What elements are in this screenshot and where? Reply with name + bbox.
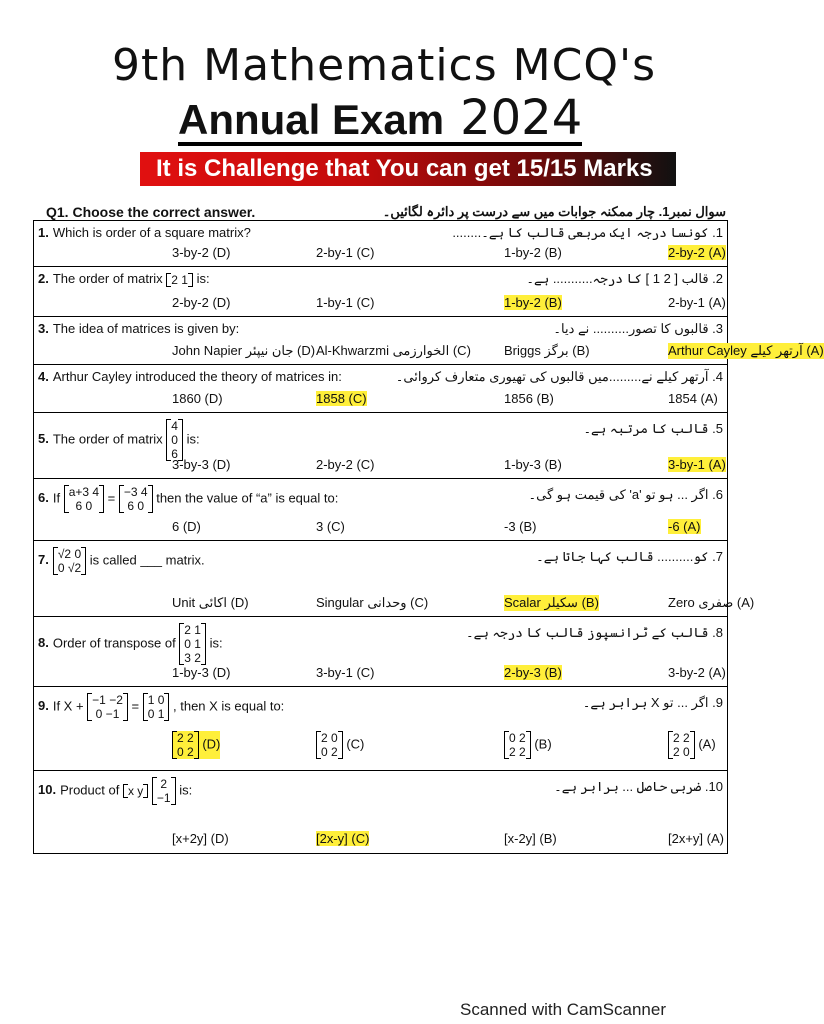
- question-number: 4.: [38, 369, 49, 384]
- question-text-urdu: 1. کونسا درجہ ایک مربعی قالب کا ہے۔........: [452, 225, 723, 240]
- matrix-row: 6 0: [127, 499, 145, 513]
- question-10: [34, 771, 727, 853]
- option-label: 2-by-2 (D): [172, 295, 231, 310]
- challenge-banner: It is Challenge that You can get 15/15 Marks: [140, 152, 676, 186]
- question-2: [34, 267, 727, 317]
- question-7: [34, 541, 755, 617]
- option-label: 1860 (D): [172, 391, 223, 406]
- option-matrix-row: 2 2: [509, 745, 526, 759]
- option-label: 3 (C): [316, 519, 345, 534]
- question-9: [34, 687, 727, 771]
- options-row: [34, 731, 727, 759]
- option[interactable]: [316, 519, 345, 534]
- question-text: [38, 271, 210, 287]
- options-row: [34, 519, 727, 537]
- option-label: 1-by-3 (D): [172, 665, 231, 680]
- option-label: (D): [202, 736, 221, 752]
- question-text: [38, 485, 338, 513]
- matrix: [143, 693, 170, 721]
- page-title: 9th Mathematics MCQ's: [112, 40, 656, 91]
- matrix: [53, 547, 86, 575]
- option[interactable]: [172, 595, 249, 611]
- option[interactable]: [668, 731, 716, 759]
- option[interactable]: [504, 391, 554, 406]
- question-number: 8.: [38, 635, 49, 651]
- question-3: [34, 317, 824, 365]
- option-label: [x+2y] (D): [172, 831, 229, 846]
- question-number: 1.: [38, 225, 49, 240]
- option-label: (C): [346, 736, 365, 752]
- question-text: [38, 321, 239, 336]
- matrix: [166, 273, 193, 287]
- question-number: 5.: [38, 431, 49, 447]
- question-number: 2.: [38, 271, 49, 286]
- option-label: 1856 (B): [504, 391, 554, 406]
- section-label-en: Q1. Choose the correct answer.: [46, 204, 256, 220]
- option[interactable]: [316, 831, 369, 846]
- option[interactable]: [668, 457, 726, 472]
- option-label: Unit اکائی (D): [172, 595, 249, 610]
- question-text-urdu: 6. اگر ... ہو تو 'a' کی قیمت ہو گی۔: [528, 487, 723, 502]
- option[interactable]: [172, 731, 220, 759]
- matrix-row: 3 2: [184, 651, 201, 665]
- option[interactable]: [668, 519, 701, 534]
- option[interactable]: [504, 731, 552, 759]
- question-stem-post: then the value of “a” is equal to:: [152, 490, 339, 506]
- exam-year: 2024: [460, 90, 583, 146]
- option-label: 1-by-1 (C): [316, 295, 375, 310]
- options-row: [34, 665, 727, 683]
- options-row: [34, 831, 727, 849]
- option-label: 1-by-2 (B): [504, 295, 562, 310]
- question-4: [34, 365, 727, 413]
- question-text-urdu: 4. آرتھر کیلے نے.........میں قالبوں کی تھیوری متعارف کروائی۔: [395, 369, 723, 384]
- option-label: [x-2y] (B): [504, 831, 557, 846]
- question-number: 3.: [38, 321, 49, 336]
- option-label: 1858 (C): [316, 391, 367, 406]
- matrix-row: 2: [160, 777, 168, 791]
- option[interactable]: [316, 595, 428, 611]
- option-label: -6 (A): [668, 519, 701, 534]
- option-label: Singular وحدانی (C): [316, 595, 429, 610]
- matrix-row: a+3 4: [68, 485, 100, 499]
- option-label: Al-Khwarzmi الخوارزمی (C): [316, 343, 471, 358]
- question-stem-post: is:: [205, 635, 223, 651]
- matrix-row: √2 0: [57, 547, 82, 561]
- option-label: 1854 (A): [668, 391, 718, 406]
- option[interactable]: [504, 343, 590, 359]
- option-label: John Napier جان نیپئر (D): [172, 343, 316, 358]
- matrix: [119, 485, 153, 513]
- option[interactable]: [172, 343, 315, 359]
- question-text: [38, 547, 205, 575]
- matrix-row: x y: [127, 784, 144, 798]
- option[interactable]: [668, 595, 754, 611]
- equals-sign: =: [127, 698, 143, 714]
- matrix-row: 2 1: [171, 272, 188, 287]
- question-text: [38, 693, 284, 721]
- matrix: [152, 777, 176, 805]
- option-matrix-row: 2 2: [177, 731, 194, 745]
- option[interactable]: [504, 831, 557, 846]
- option[interactable]: [668, 245, 726, 260]
- question-stem-post: is:: [196, 271, 210, 286]
- option[interactable]: [668, 295, 726, 310]
- question-5: [34, 413, 727, 479]
- option[interactable]: [504, 595, 599, 611]
- question-text: [38, 369, 342, 384]
- option-label: 1-by-2 (B): [504, 245, 562, 260]
- option-label: 2-by-3 (B): [504, 665, 562, 680]
- option-label: 3-by-3 (D): [172, 457, 231, 472]
- matrix-row: −1 −2: [92, 693, 123, 707]
- option[interactable]: [668, 343, 824, 359]
- question-text: [38, 777, 192, 805]
- option-label: Arthur Cayley آرتھر کیلے (A): [668, 343, 824, 358]
- question-stem: Which is order of a square matrix?: [52, 225, 251, 240]
- question-stem-pre: The order of matrix: [52, 271, 167, 286]
- question-stem: The idea of matrices is given by:: [52, 321, 240, 336]
- question-text-urdu: 7. کو.......... قالب کہا جاتا ہے۔: [536, 549, 723, 564]
- option-label: Scalar سکیلر (B): [504, 595, 599, 610]
- question-number: 6.: [38, 490, 49, 506]
- option[interactable]: [172, 295, 231, 310]
- question-stem-pre: The order of matrix: [52, 431, 167, 447]
- question-number: 9.: [38, 698, 49, 714]
- matrix-row: 0 −1: [95, 707, 120, 721]
- option-label: Briggs برگز (B): [504, 343, 590, 358]
- option[interactable]: [172, 245, 231, 260]
- question-text: [38, 623, 223, 665]
- option-label: 3-by-1 (A): [668, 457, 726, 472]
- matrix: [166, 419, 183, 461]
- option[interactable]: [504, 519, 537, 534]
- matrix: [87, 693, 128, 721]
- question-number: 10.: [38, 782, 57, 798]
- option-label: Zero صفری (A): [668, 595, 755, 610]
- options-row: [34, 595, 755, 613]
- option[interactable]: [316, 731, 364, 759]
- question-1: [34, 221, 727, 267]
- question-stem-pre: If X +: [52, 698, 88, 714]
- option-matrix: [668, 731, 695, 759]
- question-text: [38, 225, 251, 240]
- matrix: [179, 623, 206, 665]
- question-text-urdu: 8. قالب کے ٹرانسپوز قالب کا درجہ ہے۔: [465, 625, 723, 640]
- options-row: [34, 343, 824, 361]
- option-matrix: [316, 731, 343, 759]
- question-stem-post: is:: [175, 782, 193, 798]
- options-row: [34, 457, 727, 475]
- option-matrix-row: 0 2: [177, 745, 194, 759]
- exam-subtitle: [178, 90, 583, 146]
- question-stem: Arthur Cayley introduced the theory of matrices in:: [52, 369, 342, 384]
- option-matrix-row: 2 0: [321, 731, 338, 745]
- question-sheet: [33, 220, 824, 854]
- option[interactable]: [668, 831, 724, 846]
- matrix-row: −3 4: [123, 485, 148, 499]
- option-label: 2-by-1 (C): [316, 245, 375, 260]
- matrix-row: 0 1: [147, 707, 165, 721]
- option[interactable]: [668, 391, 718, 406]
- matrix-row: −1: [156, 791, 171, 805]
- exam-label: Annual Exam: [178, 96, 445, 143]
- question-number: 7.: [38, 552, 49, 568]
- option[interactable]: [504, 457, 562, 472]
- question-text-urdu: 10. ضربی حاصل ... برابر ہے۔: [554, 779, 723, 794]
- matrix-row: 6: [171, 447, 178, 461]
- question-text-urdu: 3. قالبوں کا تصور.......... نے دیا۔: [553, 321, 723, 336]
- option[interactable]: [316, 295, 375, 310]
- matrix-row: 2 1: [184, 623, 201, 637]
- option[interactable]: [172, 457, 231, 472]
- matrix: [64, 485, 104, 513]
- question-stem-pre: Product of: [60, 782, 123, 798]
- option[interactable]: [172, 665, 231, 680]
- option-label: [2x+y] (A): [668, 831, 724, 846]
- option[interactable]: [316, 343, 471, 359]
- option-label: 3-by-2 (D): [172, 245, 231, 260]
- question-stem-pre: Order of transpose of: [52, 635, 180, 651]
- option-matrix-row: 2 0: [673, 745, 690, 759]
- equals-sign: =: [104, 490, 119, 506]
- option-label: 6 (D): [172, 519, 201, 534]
- option-matrix: [172, 731, 199, 759]
- option[interactable]: [172, 831, 229, 846]
- matrix-row: 0: [171, 433, 178, 447]
- question-text-urdu: 2. قالب [ 2 1 ] کا درجہ........... ہے۔: [526, 271, 723, 286]
- question-8: [34, 617, 727, 687]
- option-label: 2-by-1 (A): [668, 295, 726, 310]
- question-stem-post: , then X is equal to:: [169, 698, 285, 714]
- question-stem-post: is called ___ matrix.: [86, 552, 205, 568]
- scanner-footer: Scanned with CamScanner: [460, 1000, 667, 1019]
- question-text: [38, 419, 200, 461]
- option[interactable]: [316, 245, 375, 260]
- option-label: 2-by-2 (A): [668, 245, 726, 260]
- option-matrix-row: 2 2: [673, 731, 690, 745]
- matrix-row: 0 √2: [57, 561, 82, 575]
- option-label: 3-by-2 (A): [668, 665, 726, 680]
- option[interactable]: [668, 665, 726, 680]
- option-label: [2x-y] (C): [316, 831, 370, 846]
- matrix-row: 0 1: [184, 637, 201, 651]
- options-row: [34, 245, 727, 263]
- matrix-row: 4: [171, 419, 178, 433]
- option-matrix-row: 0 2: [509, 731, 526, 745]
- option-label: (A): [698, 736, 716, 752]
- option-label: 1-by-3 (B): [504, 457, 562, 472]
- matrix: [123, 784, 148, 798]
- option-label: (B): [534, 736, 552, 752]
- option[interactable]: [504, 295, 562, 310]
- question-text-urdu: 9. اگر ... تو X برابر ہے۔: [582, 695, 723, 710]
- option[interactable]: [316, 457, 375, 472]
- option[interactable]: [172, 391, 223, 406]
- matrix-row: 6 0: [75, 499, 93, 513]
- options-row: [34, 295, 727, 313]
- matrix-row: 1 0: [147, 693, 165, 707]
- option-matrix-row: 0 2: [321, 745, 338, 759]
- option-label: 3-by-1 (C): [316, 665, 375, 680]
- options-row: [34, 391, 727, 409]
- question-stem-post: is:: [186, 431, 200, 447]
- question-text-urdu: 5. قالب کا مرتبہ ہے۔: [583, 421, 723, 436]
- question-stem-pre: If: [52, 490, 64, 506]
- option[interactable]: [316, 665, 375, 680]
- option-label: -3 (B): [504, 519, 537, 534]
- section-label-ur: سوال نمبر1. چار ممکنہ جوابات میں سے درست پر دائرہ لگائیں۔: [382, 204, 726, 219]
- option-matrix: [504, 731, 531, 759]
- option[interactable]: [316, 391, 367, 406]
- question-6: [34, 479, 727, 541]
- option[interactable]: [504, 665, 562, 680]
- option[interactable]: [172, 519, 201, 534]
- option-label: 2-by-2 (C): [316, 457, 375, 472]
- option[interactable]: [504, 245, 562, 260]
